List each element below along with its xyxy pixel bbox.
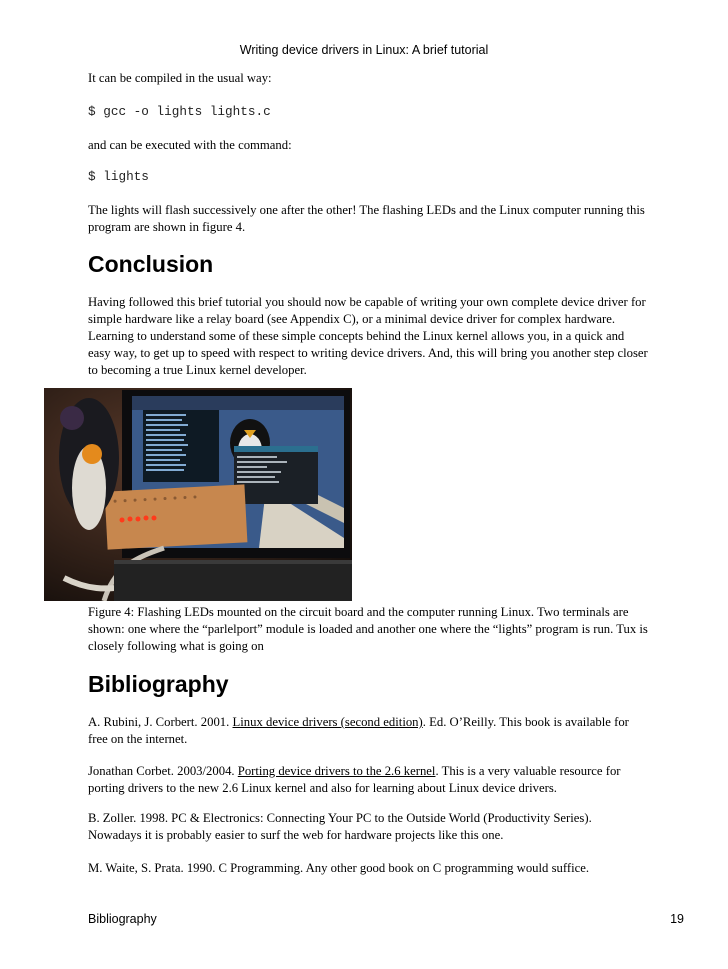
bibliography-entry <box>88 714 688 748</box>
footer-section-title: Bibliography <box>88 912 157 926</box>
conclusion-paragraph <box>88 294 688 379</box>
entry-text: . This is a very valuable resource for <box>435 764 621 778</box>
bibliography-entry <box>88 860 688 877</box>
figure-4-photo <box>44 388 352 601</box>
figure-4-illustration <box>44 388 352 601</box>
book-link[interactable]: Linux device drivers (second edition) <box>232 715 423 729</box>
bibliography-entry <box>88 763 688 797</box>
entry-text: Jonathan Corbet. 2003/2004. <box>88 764 238 778</box>
entry-text: porting drivers to the new 2.6 Linux kernel and also for learning about Linux device drivers. <box>88 781 557 795</box>
caption-line: Figure 4: Flashing LEDs mounted on the circuit board and the computer running Linux. Two terminals are <box>88 605 629 619</box>
caption-line: shown: one where the “parlelport” module is loaded and another one where the “lights” program is run. Tux is <box>88 622 648 636</box>
conclusion-line: Learning to understand some of these simple concepts behind the Linux kernel allows you, in a quick and <box>88 329 625 343</box>
lights-description-line-2: program are shown in figure 4. <box>88 220 246 234</box>
entry-text: free on the internet. <box>88 732 188 746</box>
conclusion-line: simple hardware like a relay board (see Appendix C), or a minimal device driver for complex hardware. <box>88 312 616 326</box>
conclusion-line: easy way, to get up to speed with respect to writing device drivers. And, this will bring you another step closer <box>88 346 648 360</box>
caption-line: closely following what is going on <box>88 639 264 653</box>
entry-text: . Ed. O’Reilly. This book is available for <box>422 715 629 729</box>
entry-text: M. Waite, S. Prata. 1990. C Programming. Any other good book on C programming would suffice. <box>88 861 590 875</box>
figure-4-caption <box>88 604 688 655</box>
conclusion-line: to becoming a true Linux kernel developer. <box>88 363 307 377</box>
compile-intro-text: It can be compiled in the usual way: <box>88 71 272 85</box>
exec-intro-text: and can be executed with the command: <box>88 138 292 152</box>
page-header: Writing device drivers in Linux: A brief tutorial <box>239 43 489 57</box>
entry-text: B. Zoller. 1998. PC & Electronics: Connecting Your PC to the Outside World (Productivity Series). <box>88 811 592 825</box>
compile-command: $ gcc -o lights lights.c <box>88 104 271 119</box>
entry-text: A. Rubini, J. Corbert. 2001. <box>88 715 233 729</box>
entry-text: Nowadays it is probably easier to surf the web for hardware projects like this one. <box>88 828 504 842</box>
conclusion-heading: Conclusion <box>88 251 214 277</box>
exec-command: $ lights <box>88 169 149 184</box>
bibliography-entry <box>88 810 688 844</box>
conclusion-line: Having followed this brief tutorial you should now be capable of writing your own complete device driver for <box>88 295 646 309</box>
page-number: 19 <box>670 912 684 926</box>
bibliography-heading: Bibliography <box>88 671 229 697</box>
lights-description-line-1: The lights will flash successively one after the other! The flashing LEDs and the Linux computer running this <box>88 203 645 217</box>
lights-description <box>88 202 688 236</box>
article-link[interactable]: Porting device drivers to the 2.6 kernel <box>237 764 436 778</box>
